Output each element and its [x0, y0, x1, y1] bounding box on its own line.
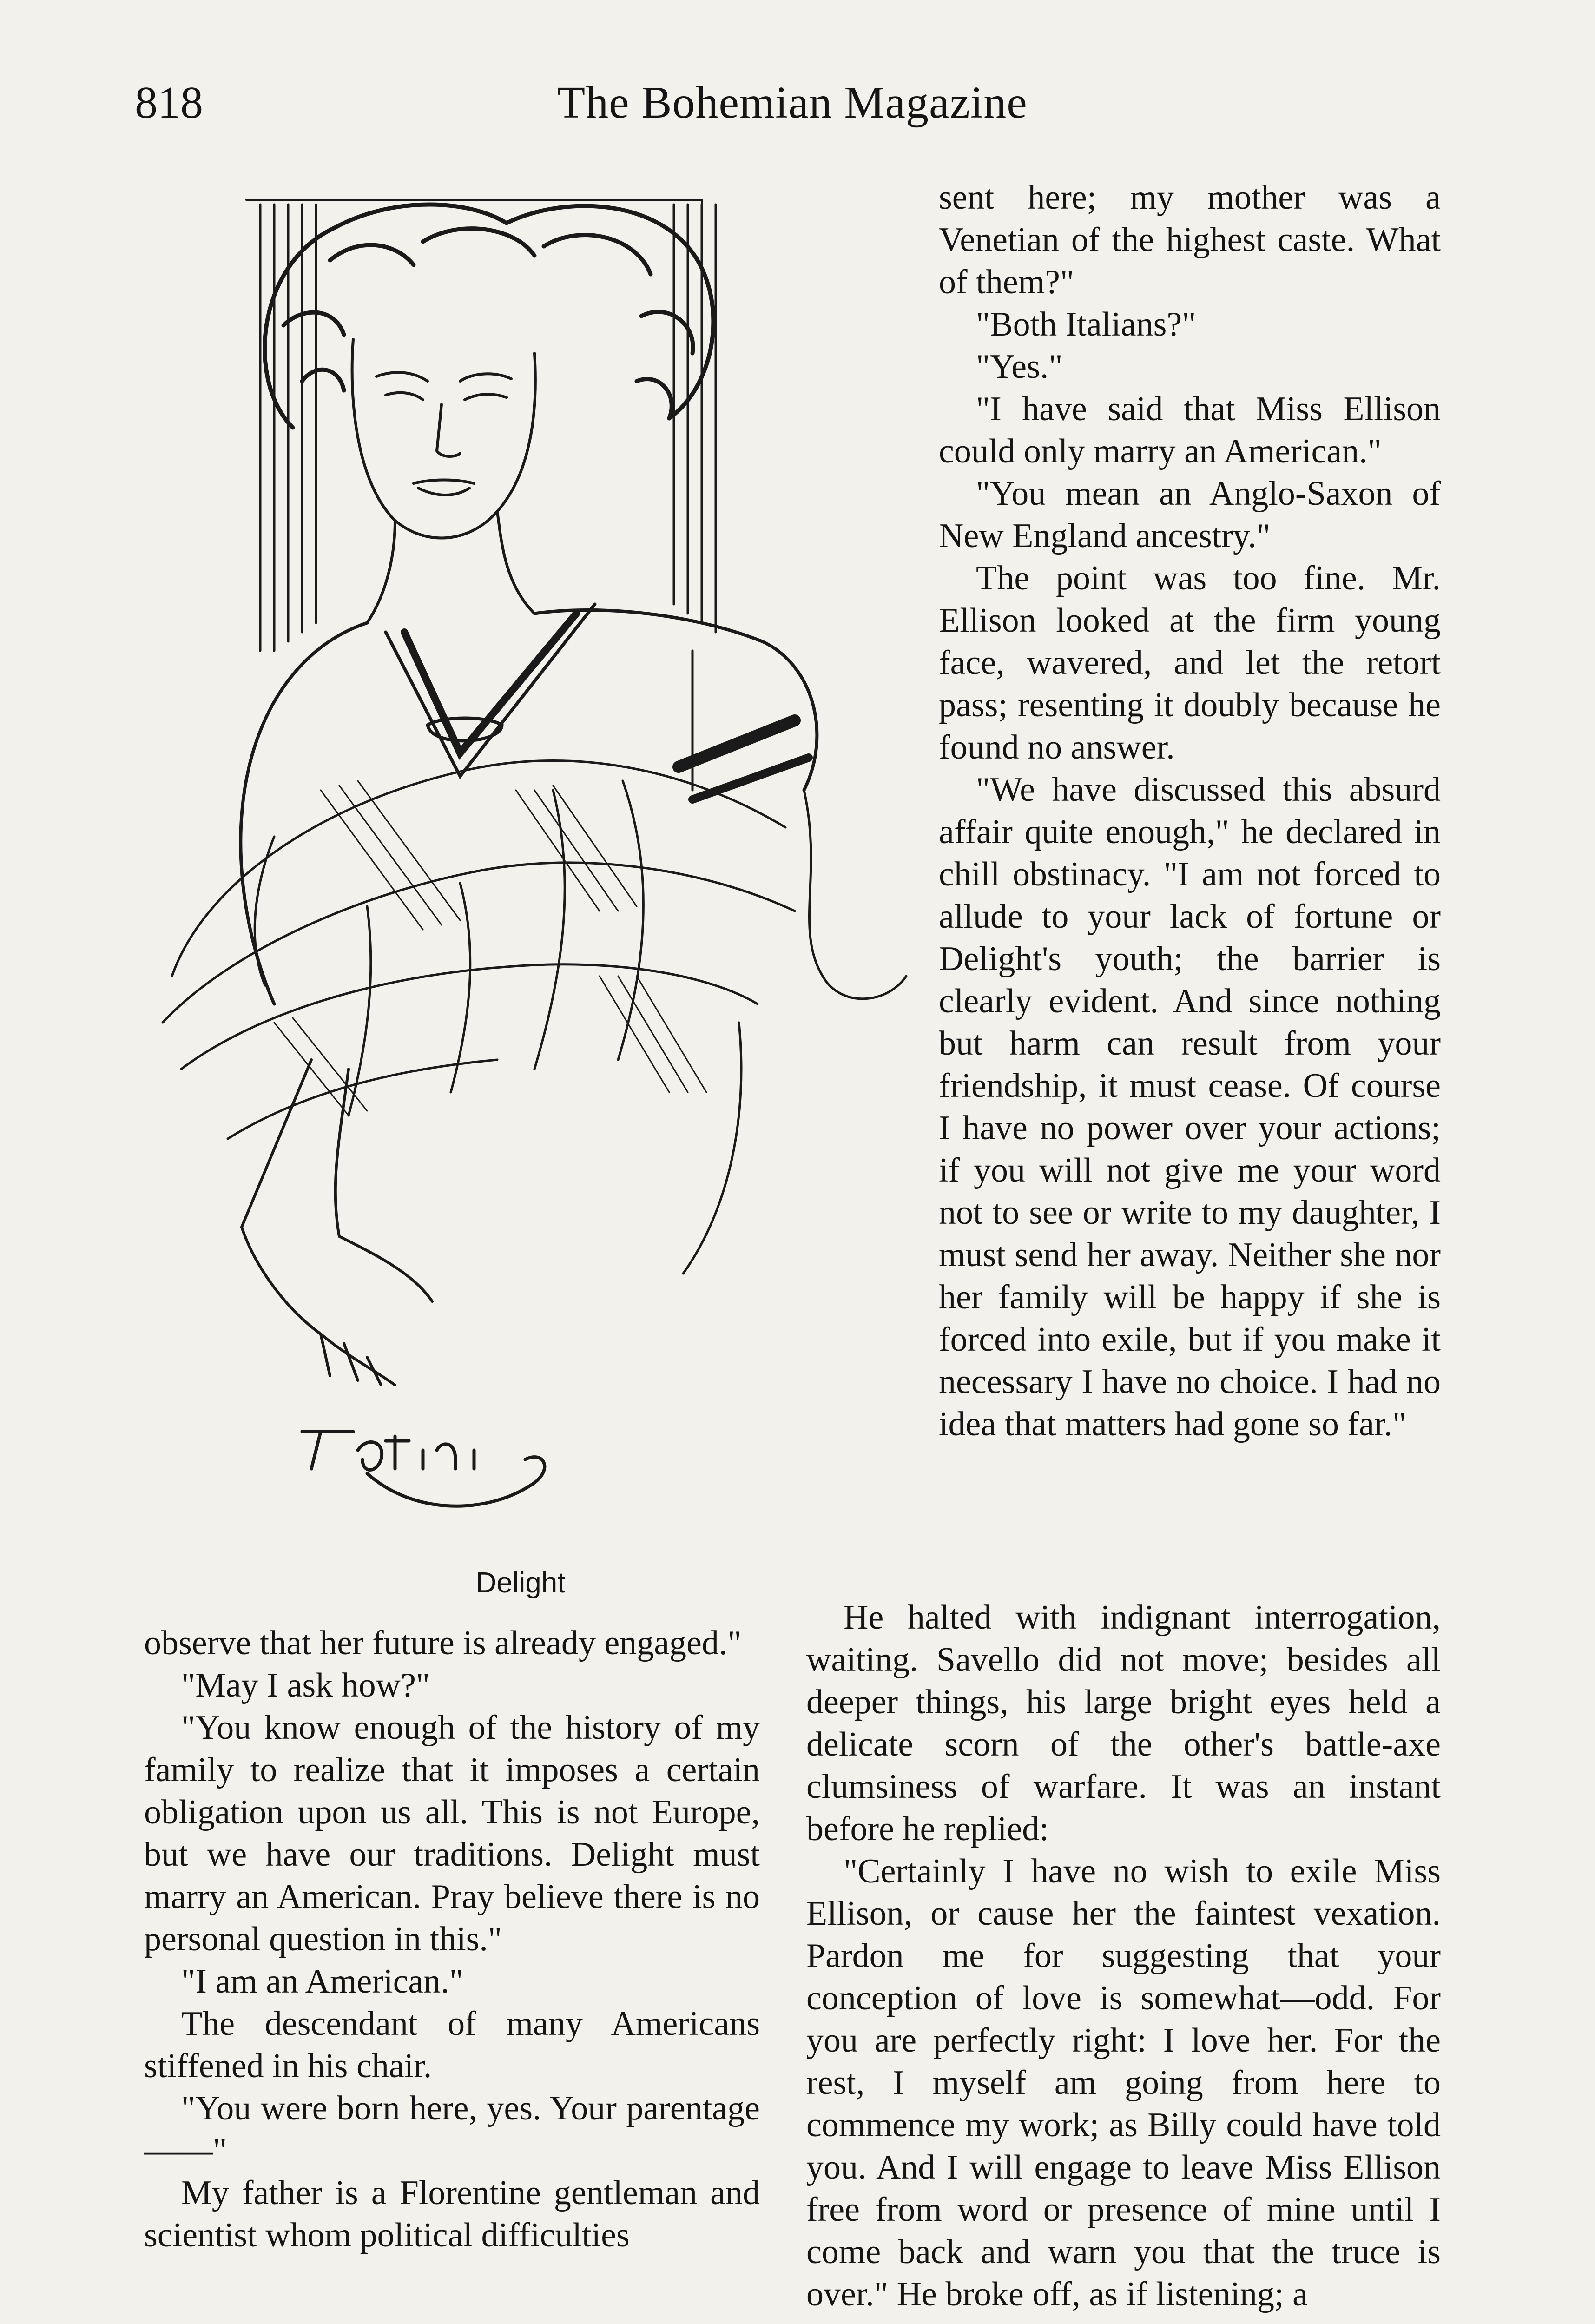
right-text-column-bottom — [806, 1597, 1441, 2324]
right-text-column-top — [939, 177, 1441, 1597]
paragraph: "I am an American." — [181, 1962, 463, 2000]
signature-mark — [302, 1432, 545, 1506]
page-header — [135, 77, 1450, 142]
running-title: The Bohemian Magazine — [557, 78, 1028, 128]
paragraph: "You know enough of the history of my family to realize that it imposes a certain obligation upon us all. This is not Europe, but we have our traditions. Delight must marry an American. Pray believe there is no personal question in this." — [144, 1709, 760, 1958]
paragraph: "You mean an Anglo-Saxon of New England ancestry." — [939, 475, 1441, 555]
paragraph: My father is a Florentine gentleman and scientist whom political difficulties — [144, 2174, 760, 2254]
illustration-caption: Delight — [475, 1567, 566, 1599]
woman-portrait-illustration — [135, 186, 925, 1571]
paragraph: observe that her future is already engaged." — [144, 1624, 742, 1662]
paragraph: "Certainly I have no wish to exile Miss Ellison, or cause her the faintest vexation. Pardon me for suggesting that your conception of love is somewhat—odd. For you are perfectly right: I love her. For the rest, I myself am going from here to commence my work; as Billy could have told you. And I will engage to leave Miss Ellison free from word or presence of mine until I come back and warn you that the truce is over." He broke off, as if listening; a — [806, 1852, 1441, 2313]
paragraph: The descendant of many Americans stiffened in his chair. — [144, 2005, 760, 2085]
left-text-column — [144, 1622, 760, 2324]
paragraph: The point was too fine. Mr. Ellison looked at the firm young face, wavered, and let the retort pass; resenting it doubly because he found no answer. — [939, 559, 1441, 766]
paragraph: "I have said that Miss Ellison could only marry an American." — [939, 390, 1441, 470]
page-number: 818 — [135, 78, 203, 128]
paragraph: "You were born here, yes. Your parentage——" — [144, 2089, 760, 2170]
paragraph: sent here; my mother was a Venetian of the highest caste. What of them?" — [939, 178, 1441, 301]
paragraph: "Yes." — [976, 348, 1063, 386]
illustration — [135, 186, 925, 1571]
paragraph: "May I ask how?" — [181, 1666, 430, 1704]
paragraph: He halted with indignant interrogation, waiting. Savello did not move; besides all deeper things, his large bright eyes held a delicate scorn of the other's battle-axe clumsiness of warfare. It was an instant before he replied: — [806, 1598, 1441, 1848]
background-hatching — [260, 205, 716, 790]
paragraph: "Both Italians?" — [976, 305, 1196, 343]
paragraph: "We have discussed this absurd affair quite enough," he declared in chill obstinacy. "I am not forced to allude to your lack of fortune or Delight's youth; the barrier is clearly evident. And since nothing but harm can result from your friendship, it must cease. Of course I have no power over your actions; if you will not give me your word not to see or write to my daughter, I must send her away. Neither she nor her family will be happy if she is forced into exile, but if you make it necessary I have no choice. I had no idea that matters had gone so far." — [939, 771, 1441, 1443]
